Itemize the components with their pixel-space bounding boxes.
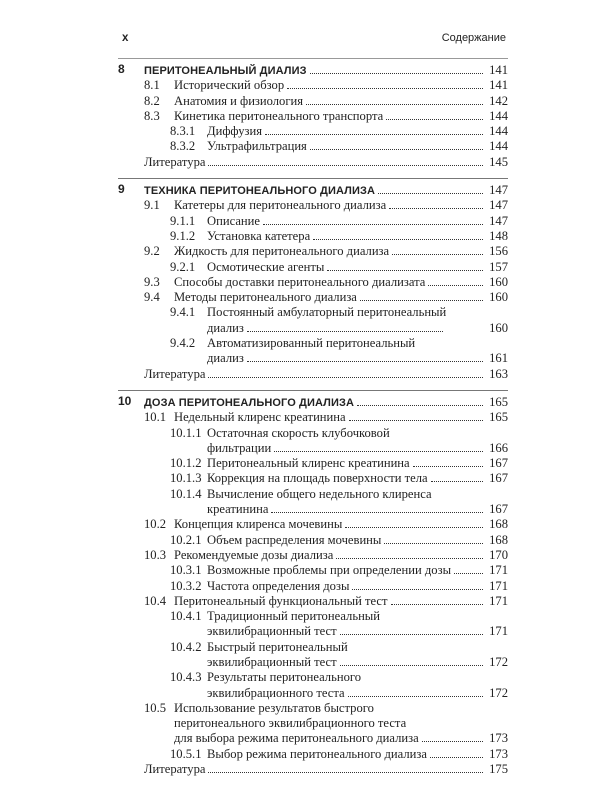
entry-title: Жидкость для перитонеального диализа bbox=[174, 244, 390, 259]
page-number: 145 bbox=[489, 154, 508, 169]
entry-title: Объем распределения мочевины bbox=[207, 532, 382, 547]
chapter-8 bbox=[118, 58, 508, 170]
toc-entry[interactable]: 8.3.1 Диффузия 144 bbox=[170, 124, 508, 139]
running-title: Содержание bbox=[441, 32, 506, 44]
entry-title: Недельный клиренс креатинина bbox=[174, 410, 346, 425]
entry-title: Традиционный перитонеальный bbox=[207, 609, 381, 624]
page-number: 173 bbox=[489, 746, 508, 761]
page-header bbox=[122, 32, 506, 48]
page-number: 171 bbox=[489, 563, 508, 578]
entry-title-cont: креатинина bbox=[207, 502, 269, 517]
entry-title: Возможные проблемы при определении дозы bbox=[207, 563, 452, 578]
page-number: 165 bbox=[489, 410, 508, 425]
entry-title-cont: диализ bbox=[207, 320, 244, 335]
entry-title: Концепция клиренса мочевины bbox=[174, 517, 343, 532]
chapter-title: ДОЗА ПЕРИТОНЕАЛЬНОГО ДИАЛИЗА bbox=[144, 396, 355, 409]
entry-title-cont: фильтрации bbox=[207, 440, 272, 455]
toc-entry[interactable]: 10.1 Недельный клиренс креатинина 165 bbox=[144, 410, 508, 425]
toc-entry[interactable]: 9.4 Методы перитонеального диализа 160 bbox=[144, 290, 508, 305]
entry-title: Постоянный амбулаторный перитонеальный bbox=[207, 305, 447, 320]
entry-title-cont: перитонеального эквилибрационного теста bbox=[174, 716, 407, 731]
toc-entry[interactable]: 10.2 Концепция клиренса мочевины 168 bbox=[144, 517, 508, 532]
toc-entry[interactable]: 8.3 Кинетика перитонеального транспорта 144 bbox=[144, 108, 508, 123]
page-number: 160 bbox=[489, 274, 508, 289]
page-number: 147 bbox=[489, 213, 508, 228]
entry-title: Быстрый перитонеальный bbox=[207, 639, 348, 654]
entry-title: Частота определения дозы bbox=[207, 578, 350, 593]
entry-title-cont: для выбора режима перитонеального диализа bbox=[174, 731, 419, 746]
entry-title: Литература bbox=[144, 366, 206, 381]
chapter-number: 10 bbox=[118, 393, 132, 408]
entry-title: Перитонеальный клиренс креатинина bbox=[207, 456, 410, 471]
page-number: 172 bbox=[489, 685, 508, 700]
toc-entry[interactable]: 9.3 Способы доставки перитонеального диализата 160 bbox=[144, 274, 508, 289]
page-number: 167 bbox=[489, 502, 508, 517]
page-number: 163 bbox=[489, 366, 508, 381]
toc-entry[interactable]: 8.1 Исторический обзор 141 bbox=[144, 78, 508, 93]
chapter-number: 9 bbox=[118, 182, 125, 197]
entry-title: Выбор режима перитонеального диализа bbox=[207, 746, 427, 761]
toc-entry[interactable]: 10.5 Использование результатов быстрого перитонеального эквилибрационного теста для выбора режима перитонеального диализа 173 bbox=[144, 700, 508, 746]
toc-entry[interactable]: 8.2 Анатомия и физиология 142 bbox=[144, 93, 508, 108]
toc-entry[interactable]: 9.4.1 Постоянный амбулаторный перитонеальный диализ 160 bbox=[170, 305, 508, 335]
entry-title: Кинетика перитонеального транспорта bbox=[174, 108, 384, 123]
toc-entry[interactable]: 10.5.1 Выбор режима перитонеального диализа 173 bbox=[170, 746, 508, 761]
toc-entry[interactable]: 9.4.2 Автоматизированный перитонеальный диализ 161 bbox=[170, 336, 508, 366]
page-number: 171 bbox=[489, 578, 508, 593]
entry-title: Остаточная скорость клубочковой bbox=[207, 425, 390, 440]
toc-entry[interactable]: 10.1.1 Остаточная скорость клубочковой фильтрации 166 bbox=[170, 425, 508, 455]
page-number: 165 bbox=[489, 394, 508, 409]
entry-title: Результаты перитонеального bbox=[207, 670, 362, 685]
entry-title: Диффузия bbox=[207, 124, 263, 139]
entry-title: Перитонеальный функциональный тест bbox=[174, 593, 388, 608]
page-number: 171 bbox=[489, 624, 508, 639]
entry-title: Катетеры для перитонеального диализа bbox=[174, 198, 387, 213]
chapter-title: ТЕХНИКА ПЕРИТОНЕАЛЬНОГО ДИАЛИЗА bbox=[144, 185, 376, 198]
entry-title: Использование результатов быстрого bbox=[174, 700, 374, 715]
chapter-title-row[interactable] bbox=[118, 183, 508, 198]
page-number: 142 bbox=[489, 93, 508, 108]
entry-title: Вычисление общего недельного клиренса bbox=[207, 486, 432, 501]
page-number: 171 bbox=[489, 593, 508, 608]
entry-title: Литература bbox=[144, 154, 206, 169]
page-number: 144 bbox=[489, 124, 508, 139]
page-number: 172 bbox=[489, 654, 508, 669]
toc-entry[interactable]: 10.2.1 Объем распределения мочевины 168 bbox=[170, 532, 508, 547]
page-number: 173 bbox=[489, 731, 508, 746]
page-number: 141 bbox=[489, 78, 508, 93]
toc-entry[interactable]: 10.4.3 Результаты перитонеального эквилибрационного теста 172 bbox=[170, 670, 508, 700]
entry-title: Методы перитонеального диализа bbox=[174, 290, 357, 305]
page-number: 160 bbox=[489, 320, 508, 335]
entry-title: Литература bbox=[144, 762, 206, 777]
page-number: 161 bbox=[489, 351, 508, 366]
page-number: 166 bbox=[489, 440, 508, 455]
chapter-title: ПЕРИТОНЕАЛЬНЫЙ ДИАЛИЗ bbox=[144, 65, 307, 77]
table-of-contents bbox=[118, 58, 508, 785]
chapter-title-row[interactable] bbox=[118, 63, 508, 78]
toc-entry[interactable]: 10.3 Рекомендуемые дозы диализа 170 bbox=[144, 547, 508, 562]
toc-entry[interactable]: 9.1.1 Описание 147 bbox=[170, 213, 508, 228]
entry-title: Коррекция на площадь поверхности тела bbox=[207, 471, 428, 486]
entry-title-cont: эквилибрационного теста bbox=[207, 685, 345, 700]
entry-title: Установка катетера bbox=[207, 228, 311, 243]
toc-entry[interactable]: 10.4.2 Быстрый перитонеальный эквилибрационный тест 172 bbox=[170, 639, 508, 669]
toc-entry-references[interactable] bbox=[118, 155, 508, 170]
chapter-10 bbox=[118, 390, 508, 777]
toc-entry[interactable]: 9.2 Жидкость для перитонеального диализа 156 bbox=[144, 244, 508, 259]
toc-entry[interactable]: 9.2.1 Осмотические агенты 157 bbox=[170, 259, 508, 274]
toc-entry[interactable]: 10.1.2 Перитонеальный клиренс креатинина 167 bbox=[170, 456, 508, 471]
chapter-title-row[interactable] bbox=[118, 395, 508, 410]
page-number: 156 bbox=[489, 244, 508, 259]
entry-title: Исторический обзор bbox=[174, 78, 285, 93]
page-number: 141 bbox=[489, 63, 508, 77]
page-number-roman: x bbox=[122, 32, 129, 44]
page-number: 147 bbox=[489, 198, 508, 213]
toc-entry[interactable]: 10.4 Перитонеальный функциональный тест 171 bbox=[144, 593, 508, 608]
chapter-9 bbox=[118, 178, 508, 382]
toc-entry-references[interactable] bbox=[118, 762, 508, 777]
entry-title: Анатомия и физиология bbox=[174, 93, 304, 108]
page-number: 148 bbox=[489, 228, 508, 243]
entry-title: Автоматизированный перитонеальный bbox=[207, 336, 416, 351]
page-number: 167 bbox=[489, 471, 508, 486]
page-number: 168 bbox=[489, 532, 508, 547]
page-number: 144 bbox=[489, 139, 508, 154]
page-number: 144 bbox=[489, 108, 508, 123]
page-number: 147 bbox=[489, 183, 508, 198]
entry-title-cont: эквилибрационный тест bbox=[207, 624, 337, 639]
entry-title: Описание bbox=[207, 213, 260, 228]
entry-title-cont: диализ bbox=[207, 351, 244, 366]
page-number: 160 bbox=[489, 290, 508, 305]
entry-title: Способы доставки перитонеального диализата bbox=[174, 274, 426, 289]
toc-entry[interactable]: 10.4.1 Традиционный перитонеальный эквилибрационный тест 171 bbox=[170, 609, 508, 639]
page-number: 167 bbox=[489, 456, 508, 471]
toc-entry[interactable]: 10.3.2 Частота определения дозы 171 bbox=[170, 578, 508, 593]
toc-entry-references[interactable] bbox=[118, 367, 508, 382]
entry-title: Рекомендуемые дозы диализа bbox=[174, 547, 334, 562]
toc-entry[interactable]: 8.3.2 Ультрафильтрация 144 bbox=[170, 139, 508, 154]
chapter-number: 8 bbox=[118, 62, 125, 76]
toc-entry[interactable]: 9.1.2 Установка катетера 148 bbox=[170, 228, 508, 243]
entry-title: Осмотические агенты bbox=[207, 259, 325, 274]
toc-entry[interactable]: 10.3.1 Возможные проблемы при определении дозы 171 bbox=[170, 563, 508, 578]
entry-title-cont: эквилибрационный тест bbox=[207, 654, 337, 669]
page-number: 170 bbox=[489, 547, 508, 562]
entry-title: Ультрафильтрация bbox=[207, 139, 307, 154]
page-number: 157 bbox=[489, 259, 508, 274]
toc-entry[interactable]: 10.1.3 Коррекция на площадь поверхности тела 167 bbox=[170, 471, 508, 486]
toc-entry[interactable]: 10.1.4 Вычисление общего недельного клиренса креатинина 167 bbox=[170, 486, 508, 517]
page-number: 175 bbox=[489, 762, 508, 777]
toc-entry[interactable]: 9.1 Катетеры для перитонеального диализа 147 bbox=[144, 198, 508, 213]
page-number: 168 bbox=[489, 517, 508, 532]
